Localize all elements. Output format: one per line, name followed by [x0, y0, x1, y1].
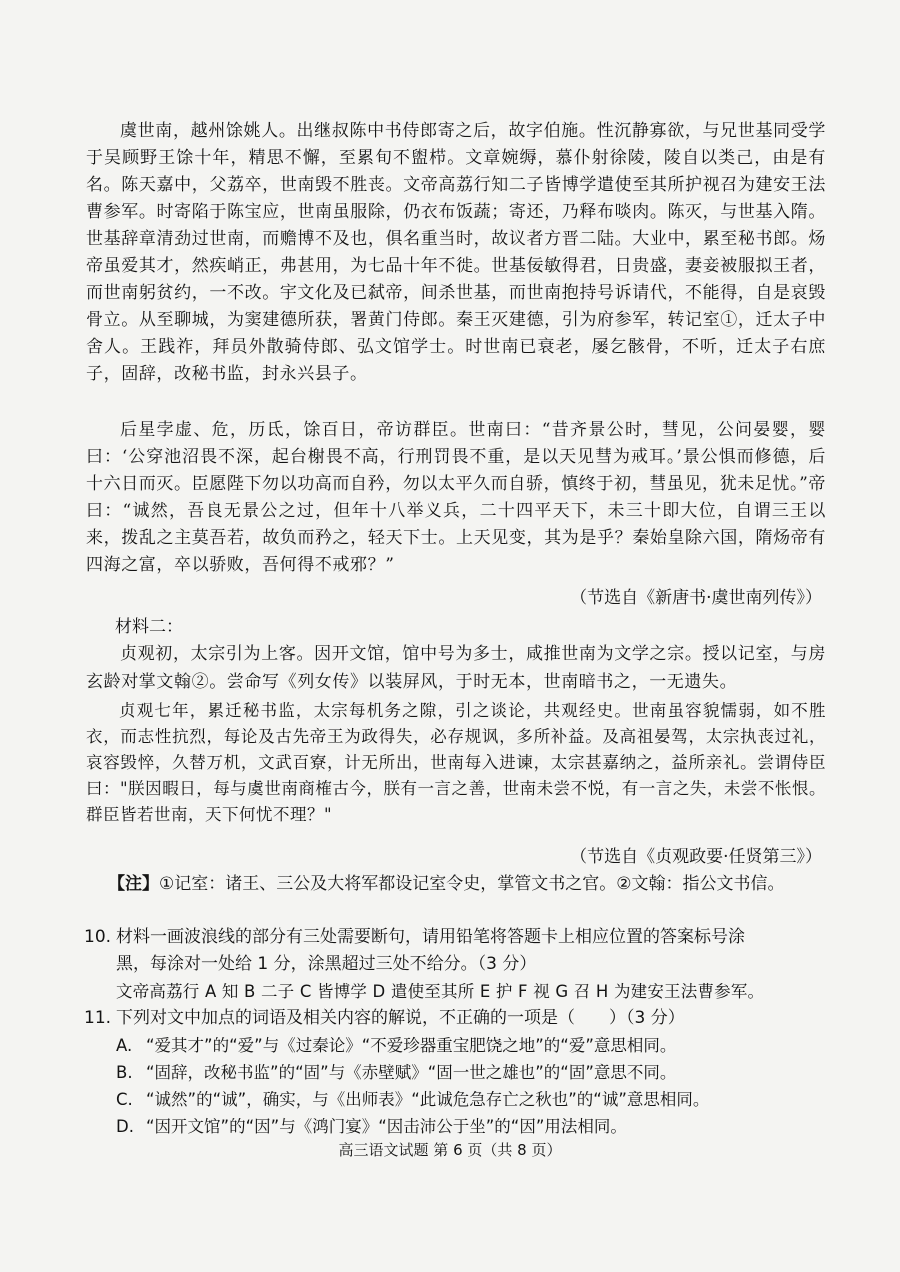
passage-paragraph-4: 贞观七年，累迁秘书监，太宗每机务之隙，引之谈论，共观经史。世南虽容貌懦弱，如不胜衣，而志性抗烈，每论及古先帝王为政得失，必存规讽，多所补益。及高祖晏驾，太宗执丧过礼，哀容毁悴，久替万机，文武百寮，计无所出，世南每入进谏，太宗甚嘉纳之，益所亲礼。尝谓侍臣曰："朕因暇日，每与虞世南商榷古今，朕有一言之善，世南未尝不悦，有一言之失，未尝不怅恨。群臣皆若世南，天下何忧不理？": [86, 701, 826, 824]
question-10-stem: 材料一画波浪线的部分有三处需要断句，请用铅笔将答题卡上相应位置的答案标号涂: [116, 927, 745, 947]
option-a: [116, 1032, 836, 1059]
note-tag: 【注】: [108, 874, 159, 894]
option-label: A.: [116, 1036, 133, 1055]
option-label: B.: [116, 1063, 133, 1082]
option-text: “爱其才”的“爱”与《过秦论》“不爱珍器重宝肥饶之地”的“爱”意思相同。: [146, 1036, 677, 1055]
question-11-stem: 下列对文中加点的词语及相关内容的解说，不正确的一项是（ ）（3 分）: [116, 1008, 685, 1028]
option-label: C.: [116, 1090, 133, 1109]
option-text: “固辞，改秘书监”的“固”与《赤壁赋》“固一世之雄也”的“固”意思不同。: [146, 1063, 677, 1082]
passage-paragraph-2: 后星孛虚、危，历氐，馀百日，帝访群臣。世南曰：“昔齐景公时，彗见，公问晏婴，婴曰：‘公穿池沼畏不深，起台榭畏不高，行刑罚畏不重，是以天见彗为戒耳。’景公惧而修德，后十六日而灭。臣愿陛下勿以功高而自矜，勿以太平久而自骄，慎终于初，彗虽见，犹未足忧。”帝曰：“诚然，吾良无景公之过，但年十八举义兵，二十四平天下，未三十即大位，自谓三王以来，拨乱之主莫吾若，故负而矜之，轻天下士。上天见变，其为是乎？秦始皇除六国，隋炀帝有四海之富，卒以骄败，吾何得不戒邪？”: [86, 420, 826, 575]
question-10-stem-cont: 黑，每涂对一处给 1 分，涂黑超过三处不给分。（3 分）: [116, 954, 537, 974]
question-number: 10.: [84, 927, 112, 947]
option-d: [116, 1113, 836, 1140]
material-2-label: 材料二：: [115, 617, 183, 637]
option-text: “诚然”的“诚”，确实，与《出师表》“此诚危急存亡之秋也”的“诚”意思相同。: [146, 1090, 710, 1109]
passage-paragraph-3: 贞观初，太宗引为上客。因开文馆，馆中号为多士，咸推世南为文学之宗。授以记室，与房玄龄对掌文翰②。尝命写《列女传》以装屏风，于时无本，世南暗书之，一无遗失。: [86, 644, 826, 692]
source-citation-1: （节选自《新唐书·虞世南列传》）: [570, 588, 822, 608]
source-citation-2: （节选自《贞观政要·任贤第三》）: [570, 847, 822, 867]
question-11: [84, 1005, 829, 1032]
annotation-note: [108, 871, 823, 898]
note-text: ①记室：诸王、三公及大将军都设记室令史，掌管文书之官。②文翰：指公文书信。: [159, 874, 785, 894]
option-label: D.: [116, 1117, 134, 1136]
option-b: [116, 1059, 836, 1086]
question-10: [84, 924, 829, 951]
page-footer: 高三语文试题 第 6 页（共 8 页）: [338, 1141, 562, 1159]
question-10-sentence: 文帝高荔行 A 知 B 二子 C 皆博学 D 遣使至其所 E 护 F 视 G 召 H 为建安王法曹参军。: [116, 982, 765, 1001]
option-c: [116, 1086, 836, 1113]
question-number: 11.: [84, 1008, 112, 1028]
passage-paragraph-1: 虞世南，越州馀姚人。出继叔陈中书侍郎寄之后，故字伯施。性沉静寡欲，与兄世基同受学于吴顾野王馀十年，精思不懈，至累旬不盥栉。文章婉缛，慕仆射徐陵，陵自以类己，由是有名。陈天嘉中，父荔卒，世南毁不胜丧。文帝高荔行知二子皆博学遣使至其所护视召为建安王法曹参军。时寄陷于陈宝应，世南虽服除，仍衣布饭蔬；寄还，乃释布啖肉。陈灭，与世基入隋。世基辞章清劲过世南，而赡博不及也，俱名重当时，故议者方晋二陆。大业中，累至秘书郎。炀帝虽爱其才，然疾峭正，弗甚用，为七品十年不徙。世基佞敏得君，日贵盛，妻妾被服拟王者，而世南躬贫约，一不改。宇文化及已弑帝，间杀世基，而世南抱持号诉请代，不能得，自是哀毁骨立。从至聊城，为窦建德所获，署黄门侍郎。秦王灭建德，引为府参军，转记室①，迁太子中舍人。王践祚，拜员外散骑侍郎、弘文馆学士。时世南已衰老，屡乞骸骨，不听，迁太子右庶子，固辞，改秘书监，封永兴县子。: [86, 121, 826, 384]
option-text: “因开文馆”的“因”与《鸿门宴》“因击沛公于坐”的“因”用法相同。: [146, 1117, 627, 1136]
